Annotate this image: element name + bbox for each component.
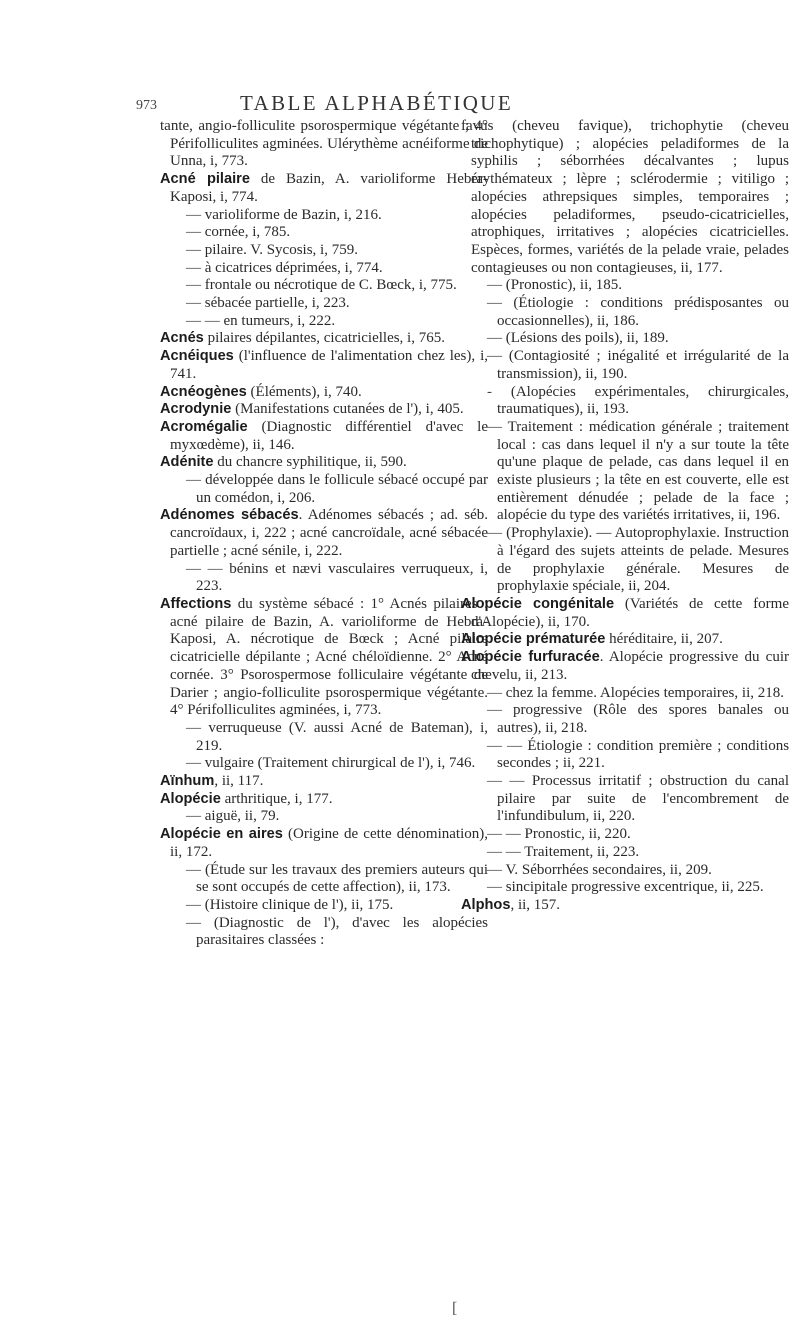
entry-dash: — —: [487, 843, 521, 860]
entry-text: vulgaire (Traitement chirurgical de l'), i, 746.: [204, 755, 476, 772]
entry-text: V. Séborrhées secondaires, ii, 209.: [505, 861, 712, 878]
entry-text: (Étude sur les travaux des premiers auteurs qui se sont occupés de cette affection), ii, 173.: [196, 861, 488, 896]
index-column-right: [461, 118, 789, 915]
entry-text: Processus irritatif ; obstruction du canal pilaire par suite de l'encombrement de l'infundibulum, ii, 220.: [497, 773, 789, 825]
index-entry: [160, 313, 488, 331]
entry-headword: Alopécie furfuracée: [461, 649, 600, 666]
entry-text: (Pronostic), ii, 185.: [505, 277, 622, 294]
entry-text: cornée, i, 785.: [204, 224, 291, 241]
entry-text: favus (cheveu favique), trichophytie (cheveu trichophytique) ; alopécies peladiformes de la syphilis ; séborrhées décalvantes ; lupus érythémateux ; lèpre ; sclérodermie ; vitiligo ; alopécies athrepsiques simples, temporaires ; alopécies peladiformes, pseudo-cicatricielles, atrophiques, irritatives ; alopécies cicatricielles. Espèces, formes, variétés de la pelade vraie, pelades contagieuses ou non contagieuses, ii, 177.: [461, 118, 789, 276]
entry-text: (Variétés de cette forme d'Alopécie), ii, 170.: [471, 595, 789, 630]
index-entry: [461, 525, 789, 596]
entry-dash: —: [487, 879, 502, 896]
index-entry: [160, 295, 488, 313]
brace-mark: [: [452, 1300, 458, 1317]
index-entry: [160, 260, 488, 278]
index-entry: [461, 596, 789, 631]
index-entry: [461, 897, 789, 915]
index-entry: [160, 596, 488, 720]
index-entry: [160, 773, 488, 791]
entry-text: (Éléments), i, 740.: [246, 383, 362, 400]
entry-text: de Bazin, A. varioliforme Hebra-Kaposi, i, 774.: [170, 171, 489, 205]
index-entry: [160, 277, 488, 295]
entry-dash: —: [186, 861, 201, 878]
index-entry: [160, 897, 488, 915]
entry-text: aiguë, ii, 79.: [204, 808, 280, 825]
index-entry: [461, 330, 789, 348]
index-entry: [461, 685, 789, 703]
index-entry: [461, 384, 789, 419]
index-entry: [461, 649, 789, 684]
index-entry: [160, 826, 488, 861]
entry-headword: Acrodynie: [160, 401, 232, 418]
entry-text: , ii, 157.: [510, 896, 561, 913]
entry-dash: —: [186, 295, 201, 312]
index-entry: [160, 454, 488, 472]
entry-text: . Adénomes sébacés ; ad. séb. cancroïdaux, i, 222 ; acné cancroïdale, acné sébacée partielle ; acné sénile, i, 222.: [170, 507, 488, 559]
entry-text: bénins et nævi vasculaires verruqueux, i, 223.: [196, 560, 489, 595]
entry-text: (Lésions des poils), ii, 189.: [505, 330, 669, 347]
index-entry: [461, 419, 789, 525]
index-entry: [461, 826, 789, 844]
index-entry: [461, 773, 789, 826]
entry-dash: —: [186, 241, 201, 258]
entry-dash: —: [487, 684, 502, 701]
entry-dash: —: [186, 472, 201, 489]
entry-text: tante, angio-folliculite psorospermique végétante ; 4° Périfolliculites agminées. Ulérythème acnéiforme de Unna, i, 773.: [160, 118, 488, 170]
entry-text: héréditaire, ii, 207.: [605, 631, 723, 648]
entry-text: . Alopécie progressive du cuir chevelu, ii, 213.: [471, 649, 789, 683]
entry-text: du chancre syphilitique, ii, 590.: [213, 454, 407, 471]
page-number: 973: [136, 98, 157, 113]
index-entry: [160, 561, 488, 596]
entry-text: (Prophylaxie). — Autoprophylaxie. Instruction à l'égard des sujets atteints de pelade. Mesures de prophylaxie générale. Mesures de prophylaxie spéciale, ii, 204.: [497, 525, 789, 595]
index-entry: [160, 791, 488, 809]
index-entry: [461, 277, 789, 295]
entry-dash: —: [186, 719, 201, 736]
entry-headword: Acnés: [160, 330, 204, 347]
entry-dash: —: [487, 525, 502, 542]
index-entry: [160, 862, 488, 897]
entry-headword: Alopécie congénitale: [461, 595, 615, 612]
entry-headword: Acnéiques: [160, 348, 234, 365]
entry-text: varioliforme de Bazin, i, 216.: [204, 206, 382, 223]
index-entry: [461, 348, 789, 383]
entry-text: pilaires dépilantes, cicatricielles, i, 765.: [203, 330, 445, 347]
entry-dash: —: [186, 224, 201, 241]
entry-text: sincipitale progressive excentrique, ii, 225.: [505, 879, 764, 896]
index-entry: [160, 915, 488, 950]
index-entry: [461, 702, 789, 737]
index-entry: [461, 118, 789, 277]
entry-dash: —: [186, 808, 201, 825]
index-entry: [160, 242, 488, 260]
entry-text: progressive (Rôle des spores banales ou autres), ii, 218.: [497, 702, 790, 736]
entry-dash: —: [186, 259, 201, 276]
index-entry: [160, 720, 488, 755]
entry-text: (Contagiosité ; inégalité et irrégularité de la transmission), ii, 190.: [497, 348, 790, 382]
index-entry: [160, 384, 488, 402]
index-entry: [160, 755, 488, 773]
entry-dash: —: [487, 330, 502, 347]
index-entry: [461, 879, 789, 897]
entry-text: Traitement : médication générale ; traitement local : cas dans lequel il n'y a sur toute la tête qu'une plaque de pelade, cas dans lequel il en existe plusieurs ; la tête en est couverte, elle est entièrement dénudée ; pelade de la face ; alopécie du type des variétés irritatives, ii, 196.: [497, 418, 789, 524]
index-column-left: [160, 118, 488, 950]
index-entry: [461, 844, 789, 862]
entry-dash: — —: [186, 312, 220, 329]
entry-text: (Étiologie : conditions prédisposantes ou occasionnelles), ii, 186.: [497, 295, 789, 329]
entry-dash: — —: [487, 826, 521, 843]
index-entry: [461, 295, 789, 330]
entry-text: , ii, 117.: [214, 773, 264, 790]
entry-text: arthritique, i, 177.: [220, 790, 333, 807]
index-entry: [160, 207, 488, 225]
entry-text: sébacée partielle, i, 223.: [204, 295, 350, 312]
index-entry: [160, 118, 488, 171]
entry-dash: —: [487, 418, 502, 435]
index-entry: [160, 348, 488, 383]
entry-text: (l'influence de l'alimentation chez les), i, 741.: [170, 348, 488, 382]
entry-dash: -: [487, 383, 492, 400]
entry-headword: Acné pilaire: [160, 171, 250, 188]
entry-text: développée dans le follicule sébacé occupé par un comédon, i, 206.: [196, 472, 489, 506]
entry-dash: —: [487, 348, 502, 365]
entry-headword: Acnéogènes: [160, 383, 247, 400]
entry-dash: —: [186, 206, 201, 223]
entry-text: frontale ou nécrotique de C. Bœck, i, 775.: [204, 277, 457, 294]
entry-text: pilaire. V. Sycosis, i, 759.: [204, 241, 358, 258]
entry-dash: —: [487, 277, 502, 294]
entry-headword: Alopécie: [160, 790, 221, 807]
entry-headword: Adénite: [160, 454, 214, 471]
running-title: TABLE ALPHABÉTIQUE: [240, 91, 514, 115]
index-entry: [160, 224, 488, 242]
entry-text: (Manifestations cutanées de l'), i, 405.: [231, 401, 464, 418]
entry-headword: Adénomes sébacés: [160, 507, 299, 524]
entry-dash: —: [186, 755, 201, 772]
entry-dash: — —: [487, 773, 525, 790]
index-entry: [461, 631, 789, 649]
entry-text: (Diagnostic de l'), d'avec les alopécies parasitaires classées :: [196, 914, 489, 949]
index-entry: [160, 419, 488, 454]
entry-text: (Alopécies expérimentales, chirurgicales, traumatiques), ii, 193.: [497, 383, 789, 418]
entry-text: (Histoire clinique de l'), ii, 175.: [204, 896, 394, 913]
entry-text: Traitement, ii, 223.: [524, 843, 640, 860]
entry-text: (Origine de cette dénomination), ii, 172.: [170, 826, 488, 860]
index-entry: [160, 171, 488, 206]
entry-text: du système sébacé : 1° Acnés pilaires : acné pilaire de Bazin, A. varioliforme de Hebra-Kaposi, A. nécrotique de Bœck ; Acné pilaire cicatricielle dépilante ; Acné chéloïdienne. 2° Acné cornée. 3° Psorospermose folliculaire végétante de Darier ; angio-folliculite psorospermique végétante. 4° Périfolliculites agminées, i, 773.: [170, 595, 488, 719]
entry-dash: — —: [186, 560, 223, 577]
entry-dash: — —: [487, 737, 523, 754]
entry-dash: —: [487, 295, 502, 312]
entry-text: (Diagnostic différentiel d'avec le myxœdème), ii, 146.: [170, 418, 488, 453]
index-entry: [160, 507, 488, 560]
page-header: [0, 0, 800, 115]
entry-text: à cicatrices déprimées, i, 774.: [204, 259, 383, 276]
index-entry: [461, 738, 789, 773]
entry-dash: —: [186, 277, 201, 294]
entry-dash: —: [487, 702, 502, 719]
entry-dash: —: [186, 896, 201, 913]
entry-headword: Alopécie en aires: [160, 826, 283, 843]
entry-dash: —: [186, 914, 201, 931]
index-entry: [160, 808, 488, 826]
index-entry: [160, 401, 488, 419]
entry-text: verruqueuse (V. aussi Acné de Bateman), i, 219.: [196, 719, 489, 754]
entry-headword: Affections: [160, 595, 232, 612]
entry-text: Étiologie : condition première ; conditions secondes ; ii, 221.: [497, 737, 790, 772]
index-entry: [461, 862, 789, 880]
entry-text: en tumeurs, i, 222.: [223, 312, 336, 329]
entry-text: Pronostic, ii, 220.: [524, 826, 631, 843]
entry-headword: Alopécie prématurée: [461, 631, 606, 648]
entry-text: chez la femme. Alopécies temporaires, ii, 218.: [505, 684, 784, 701]
entry-headword: Acromégalie: [160, 418, 248, 435]
index-entry: [160, 472, 488, 507]
entry-headword: Aïnhum: [160, 773, 215, 790]
index-entry: [160, 330, 488, 348]
entry-headword: Alphos: [461, 896, 511, 913]
entry-dash: —: [487, 861, 502, 878]
